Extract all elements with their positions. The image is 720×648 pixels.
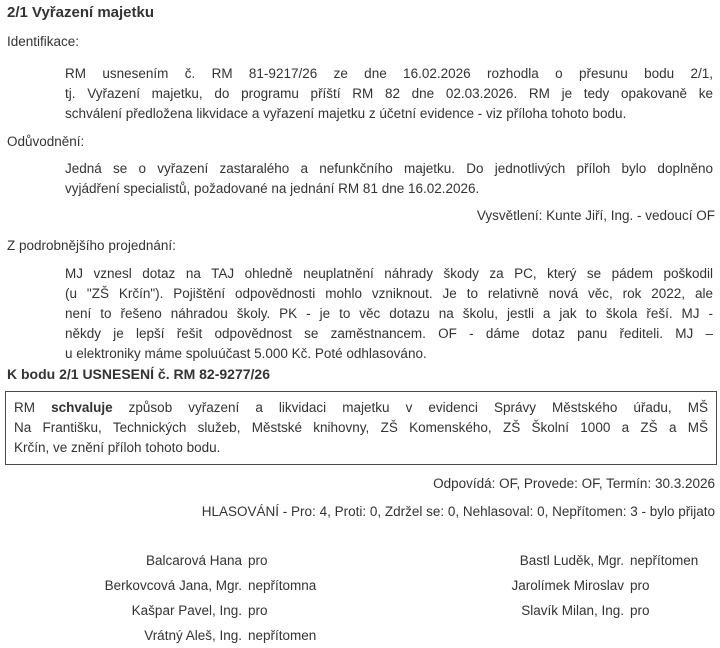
resolution-heading: K bodu 2/1 USNESENÍ č. RM 82-9277/26 [7,366,270,382]
resolution-box [5,391,717,465]
resolution-verb: schvaluje [51,400,113,415]
voter-vote: pro [630,578,650,593]
resolution-text-rest: způsob vyřazení a likvidaci majetku v evidenci Správy Městského úřadu, MŠ [112,400,708,415]
voter-name: Slavík Milan, Ing. [521,603,624,618]
discussion-line: MJ vznesl dotaz na TAJ ohledně neuplatnění náhrady škody za PC, který se pádem poškodil [65,266,713,281]
identification-line: tj. Vyřazení majetku, do programu příští RM 82 dne 02.03.2026. RM je tedy opakovaně ke [65,86,713,101]
reasoning-line: Jedná se o vyřazení zastaralého a nefunkčního majetku. Do jednotlivých příloh bylo doplněno [65,161,713,176]
reasoning-label: Odůvodnění: [7,134,85,149]
voter-name-empty [386,623,624,648]
discussion-line: někdy je lepší řešit odpovědnost se zaměstnancem. OF - dáme dotaz panu řediteli. MJ – [65,326,713,341]
voter-vote: nepřítomen [630,553,699,568]
voter-vote: nepřítomna [248,578,317,593]
page-title: 2/1 Vyřazení majetku [7,4,155,21]
explanation-line: Vysvětlení: Kunte Jiří, Ing. - vedoucí OF [476,208,715,223]
document-page [0,4,720,641]
voter-vote: pro [248,603,268,618]
voter-vote: pro [248,553,268,568]
voter-name: Berkovcová Jana, Mgr. [104,578,242,593]
voter-name: Bastl Luděk, Mgr. [519,553,624,568]
discussion-line: (u "ZŠ Krčín"). Pojištění odpovědnosti mohlo vzniknout. Je to relativně nová věc, rok 2022, ale [65,286,713,301]
discussion-line: není to řešeno náhradou školy. PK - je to věc dotazu na školu, jestli a jak to škola řeší. MJ - [65,306,713,321]
voter-name: Kašpar Pavel, Ing. [131,603,242,618]
resolution-line [14,398,708,418]
voter-name: Vrátný Aleš, Ing. [144,628,242,643]
discussion-paragraph [65,264,713,364]
voting-summary-line: HLASOVÁNÍ - Pro: 4, Proti: 0, Zdržel se: 0, Nehlasoval: 0, Nepřítomen: 3 - bylo přijato [201,504,715,519]
reasoning-line: vyjádření specialistů, požadované na jednání RM 81 dne 16.02.2026. [65,181,480,196]
resolution-line: Na Františku, Technických služeb, Městské knihovny, ZŠ Komenského, ZŠ Školní 1000 a ZŠ a MŠ [14,420,708,435]
identification-line: schválení předložena likvidace a vyřazení majetku z účetní evidence - viz příloha tohoto bodu. [65,106,627,121]
voting-table [0,548,720,648]
reasoning-paragraph [65,159,713,199]
resolution-line: Krčín, ve znění příloh tohoto bodu. [14,440,221,455]
resolution-text-prefix: RM [14,400,52,415]
voter-vote: pro [630,603,650,618]
voter-name: Balcarová Hana [145,553,242,568]
voter-vote-empty [630,623,720,648]
responsibility-line: Odpovídá: OF, Provede: OF, Termín: 30.3.2026 [433,476,715,491]
identification-line: RM usnesením č. RM 81-9217/26 ze dne 16.02.2026 rozhodla o přesunu bodu 2/1, [65,66,713,81]
identification-label: Identifikace: [7,34,80,49]
voter-vote: nepřítomen [248,628,317,643]
discussion-line: u elektroniky máme spoluúčast 5.000 Kč. Poté odhlasováno. [65,346,427,361]
identification-paragraph [65,64,713,124]
discussion-label: Z podrobnějšího projednání: [7,238,176,253]
voter-name: Jarolímek Miroslav [511,578,624,593]
